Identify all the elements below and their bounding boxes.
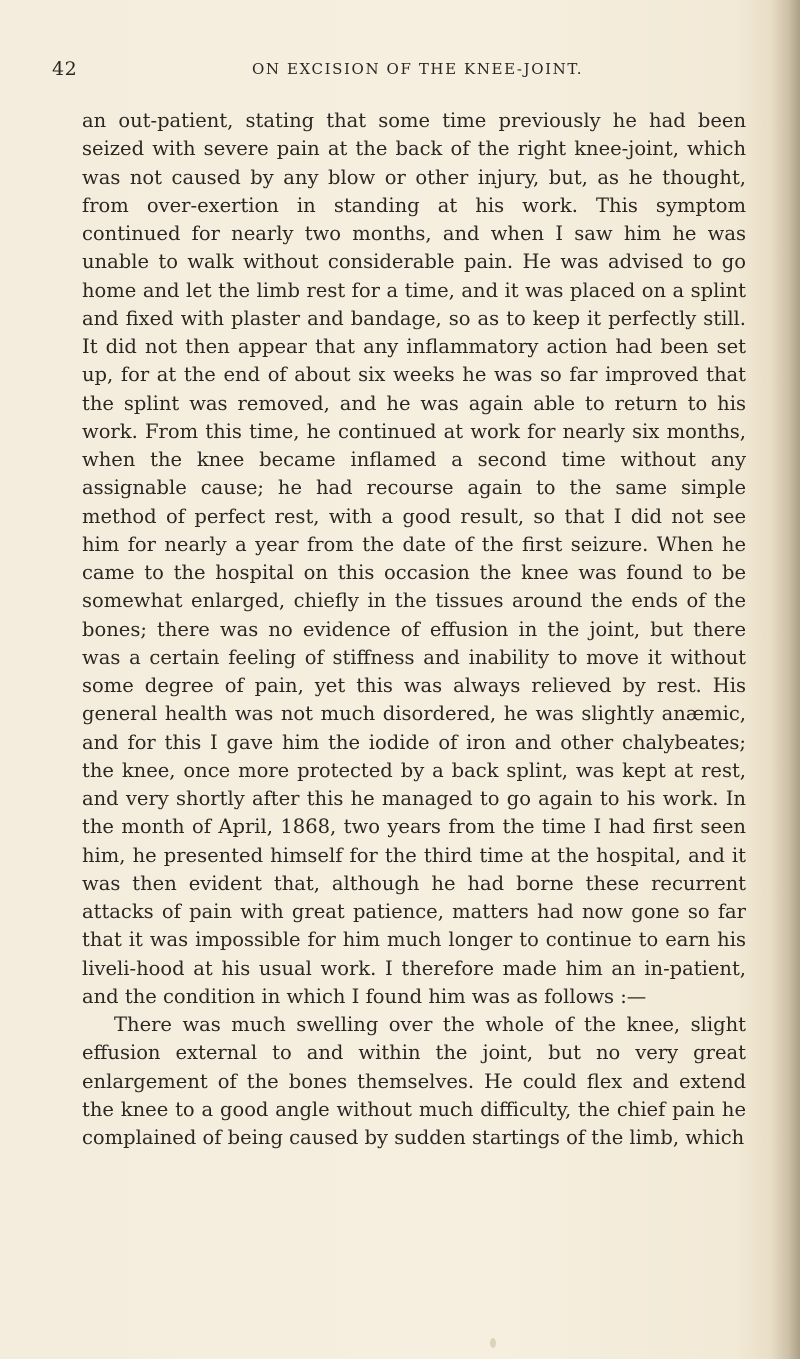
- paragraph-2: There was much swelling over the whole of the knee, slight effusion external to and within the joint, but no very great enlargement of the bones themselves. He could flex and extend the knee to a good angle without much difficulty, the chief pain he complained of being caused by sudden startings of the limb, which: [82, 1013, 746, 1149]
- page-number: 42: [52, 58, 78, 80]
- running-head: ON EXCISION OF THE KNEE-JOINT.: [252, 60, 584, 78]
- paper-speck: [490, 1338, 496, 1348]
- page-header: [52, 58, 752, 82]
- paragraph-1: an out-patient, stating that some time previously he had been seized with severe pain at the back of the right knee-joint, which was not caused by any blow or other injury, but, as he thought, from over-exertion in standing at his work. This symptom continued for nearly two months, and when I saw him he was unable to walk without considerable pain. He was advised to go home and let the limb rest for a time, and it was placed on a splint and fixed with plaster and bandage, so as to keep it perfectly still. It did not then appear that any inflammatory action had been set up, for at the end of about six weeks he was so far improved that the splint was removed, and he was again able to return to his work. From this time, he continued at work for nearly six months, when the knee became inflamed a second time without any assignable cause; he had recourse again to the same simple method of perfect rest, with a good result, so that I did not see him for nearly a year from the date of the first seizure. When he came to the hospital on this occasion the knee was found to be somewhat enlarged, chiefly in the tissues around the ends of the bones; there was no evidence of effusion in the joint, but there was a certain feeling of stiffness and inability to move it without some degree of pain, yet this was always relieved by rest. His general health was not much disordered, he was slightly anæmic, and for this I gave him the iodide of iron and other chalybeates; the knee, once more protected by a back splint, was kept at rest, and very shortly after this he managed to go again to his work. In the month of April, 1868, two years from the time I had first seen him, he presented himself for the third time at the hospital, and it was then evident that, although he had borne these recurrent attacks of pain with great patience, matters had now gone so far that it was impossible for him much longer to continue to earn his liveli-hood at his usual work. I therefore made him an in-patient, and the condition in which I found him was as follows :—: [82, 109, 746, 1008]
- body-text: [82, 107, 746, 1152]
- page-edge-shadow: [770, 0, 800, 1359]
